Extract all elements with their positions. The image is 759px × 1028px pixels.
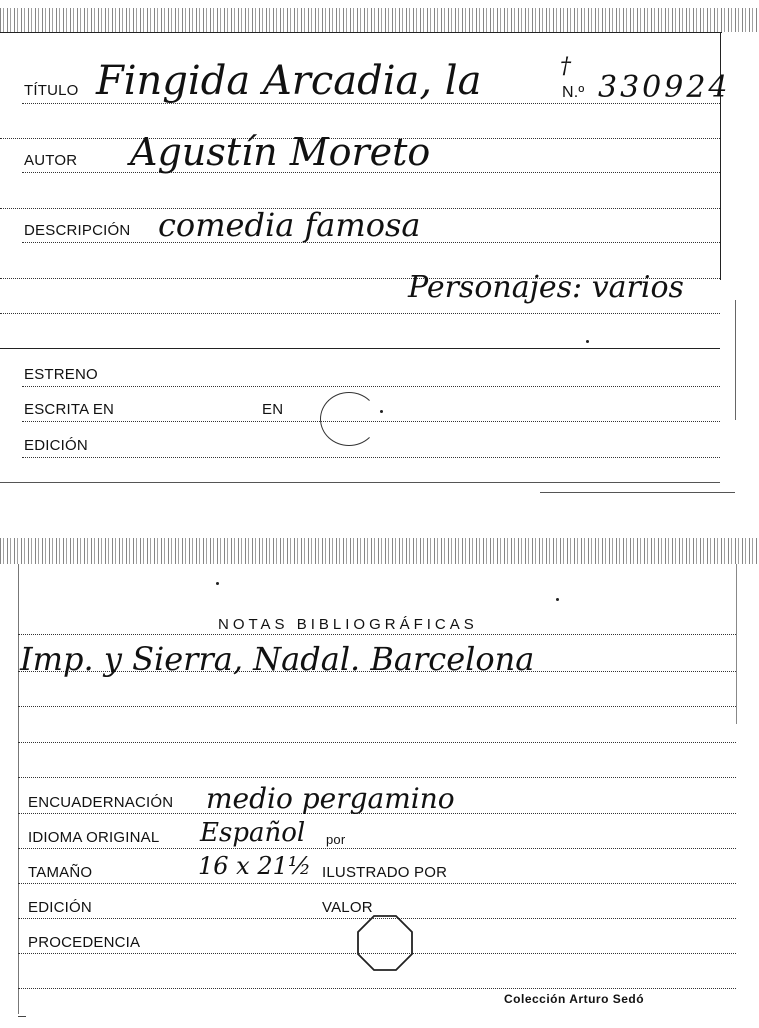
descripcion-value: comedia famosa bbox=[158, 206, 421, 244]
rule-line bbox=[0, 348, 720, 349]
autor-value: Agustín Moreto bbox=[130, 130, 431, 174]
descripcion-label: DESCRIPCIÓN bbox=[24, 222, 131, 239]
estreno-label: ESTRENO bbox=[24, 366, 98, 383]
rule-line bbox=[18, 742, 736, 743]
punch-hole bbox=[320, 392, 378, 446]
ilustrado-label: ILUSTRADO POR bbox=[322, 864, 448, 881]
rule-line bbox=[18, 706, 736, 707]
estreno-rule bbox=[22, 386, 720, 387]
punch-hole bbox=[356, 914, 414, 972]
tamano-rule bbox=[18, 883, 736, 884]
frame-left-line bbox=[18, 564, 19, 1014]
frame-top-line bbox=[0, 32, 722, 33]
idioma-label: IDIOMA ORIGINAL bbox=[28, 829, 160, 846]
tamano-value: 16 x 21½ bbox=[198, 852, 312, 880]
rule-line bbox=[18, 634, 736, 635]
autor-label: AUTOR bbox=[24, 152, 78, 169]
frame-right-edge bbox=[735, 300, 736, 420]
ink-dot bbox=[216, 582, 219, 585]
catalog-card-front bbox=[0, 0, 759, 500]
encuadernacion-value: medio pergamino bbox=[206, 782, 455, 815]
dagger-mark: † bbox=[560, 54, 571, 79]
numero-label: N.º bbox=[562, 84, 585, 101]
corner-mark bbox=[18, 1016, 26, 1017]
por-label: por bbox=[326, 832, 346, 847]
personajes-value: Personajes: varios bbox=[408, 270, 684, 305]
titulo-value: Fingida Arcadia, la bbox=[96, 58, 482, 104]
tamano-label: TAMAÑO bbox=[28, 864, 93, 881]
valor-label: VALOR bbox=[322, 899, 373, 916]
encuadernacion-label: ENCUADERNACIÓN bbox=[28, 794, 174, 811]
collection-credit: Colección Arturo Sedó bbox=[504, 992, 645, 1006]
card-edge-texture bbox=[0, 538, 759, 564]
idioma-rule bbox=[18, 848, 736, 849]
idioma-value: Español bbox=[200, 818, 306, 848]
rule-line bbox=[18, 777, 736, 778]
en-label: EN bbox=[262, 401, 284, 418]
rule-line bbox=[18, 988, 736, 989]
notas-value: Imp. y Sierra, Nadal. Barcelona bbox=[20, 640, 535, 678]
edicion-label: EDICIÓN bbox=[24, 437, 88, 454]
catalog-card-back bbox=[0, 538, 759, 1028]
escrita-en-label: ESCRITA EN bbox=[24, 401, 115, 418]
card-edge-texture bbox=[0, 8, 759, 32]
card-bottom-edge bbox=[540, 492, 735, 493]
rule-line bbox=[0, 313, 720, 314]
procedencia-label: PROCEDENCIA bbox=[28, 934, 141, 951]
card-bottom-rule bbox=[0, 482, 720, 483]
titulo-label: TÍTULO bbox=[24, 82, 79, 99]
frame-right-line bbox=[736, 564, 737, 724]
notas-heading: NOTAS BIBLIOGRÁFICAS bbox=[218, 616, 478, 633]
edicion-rule bbox=[22, 457, 720, 458]
edicion-label: EDICIÓN bbox=[28, 899, 92, 916]
ink-dot bbox=[556, 598, 559, 601]
ink-dot bbox=[380, 410, 383, 413]
numero-value: 330924 bbox=[598, 70, 731, 105]
ink-dot bbox=[586, 340, 589, 343]
